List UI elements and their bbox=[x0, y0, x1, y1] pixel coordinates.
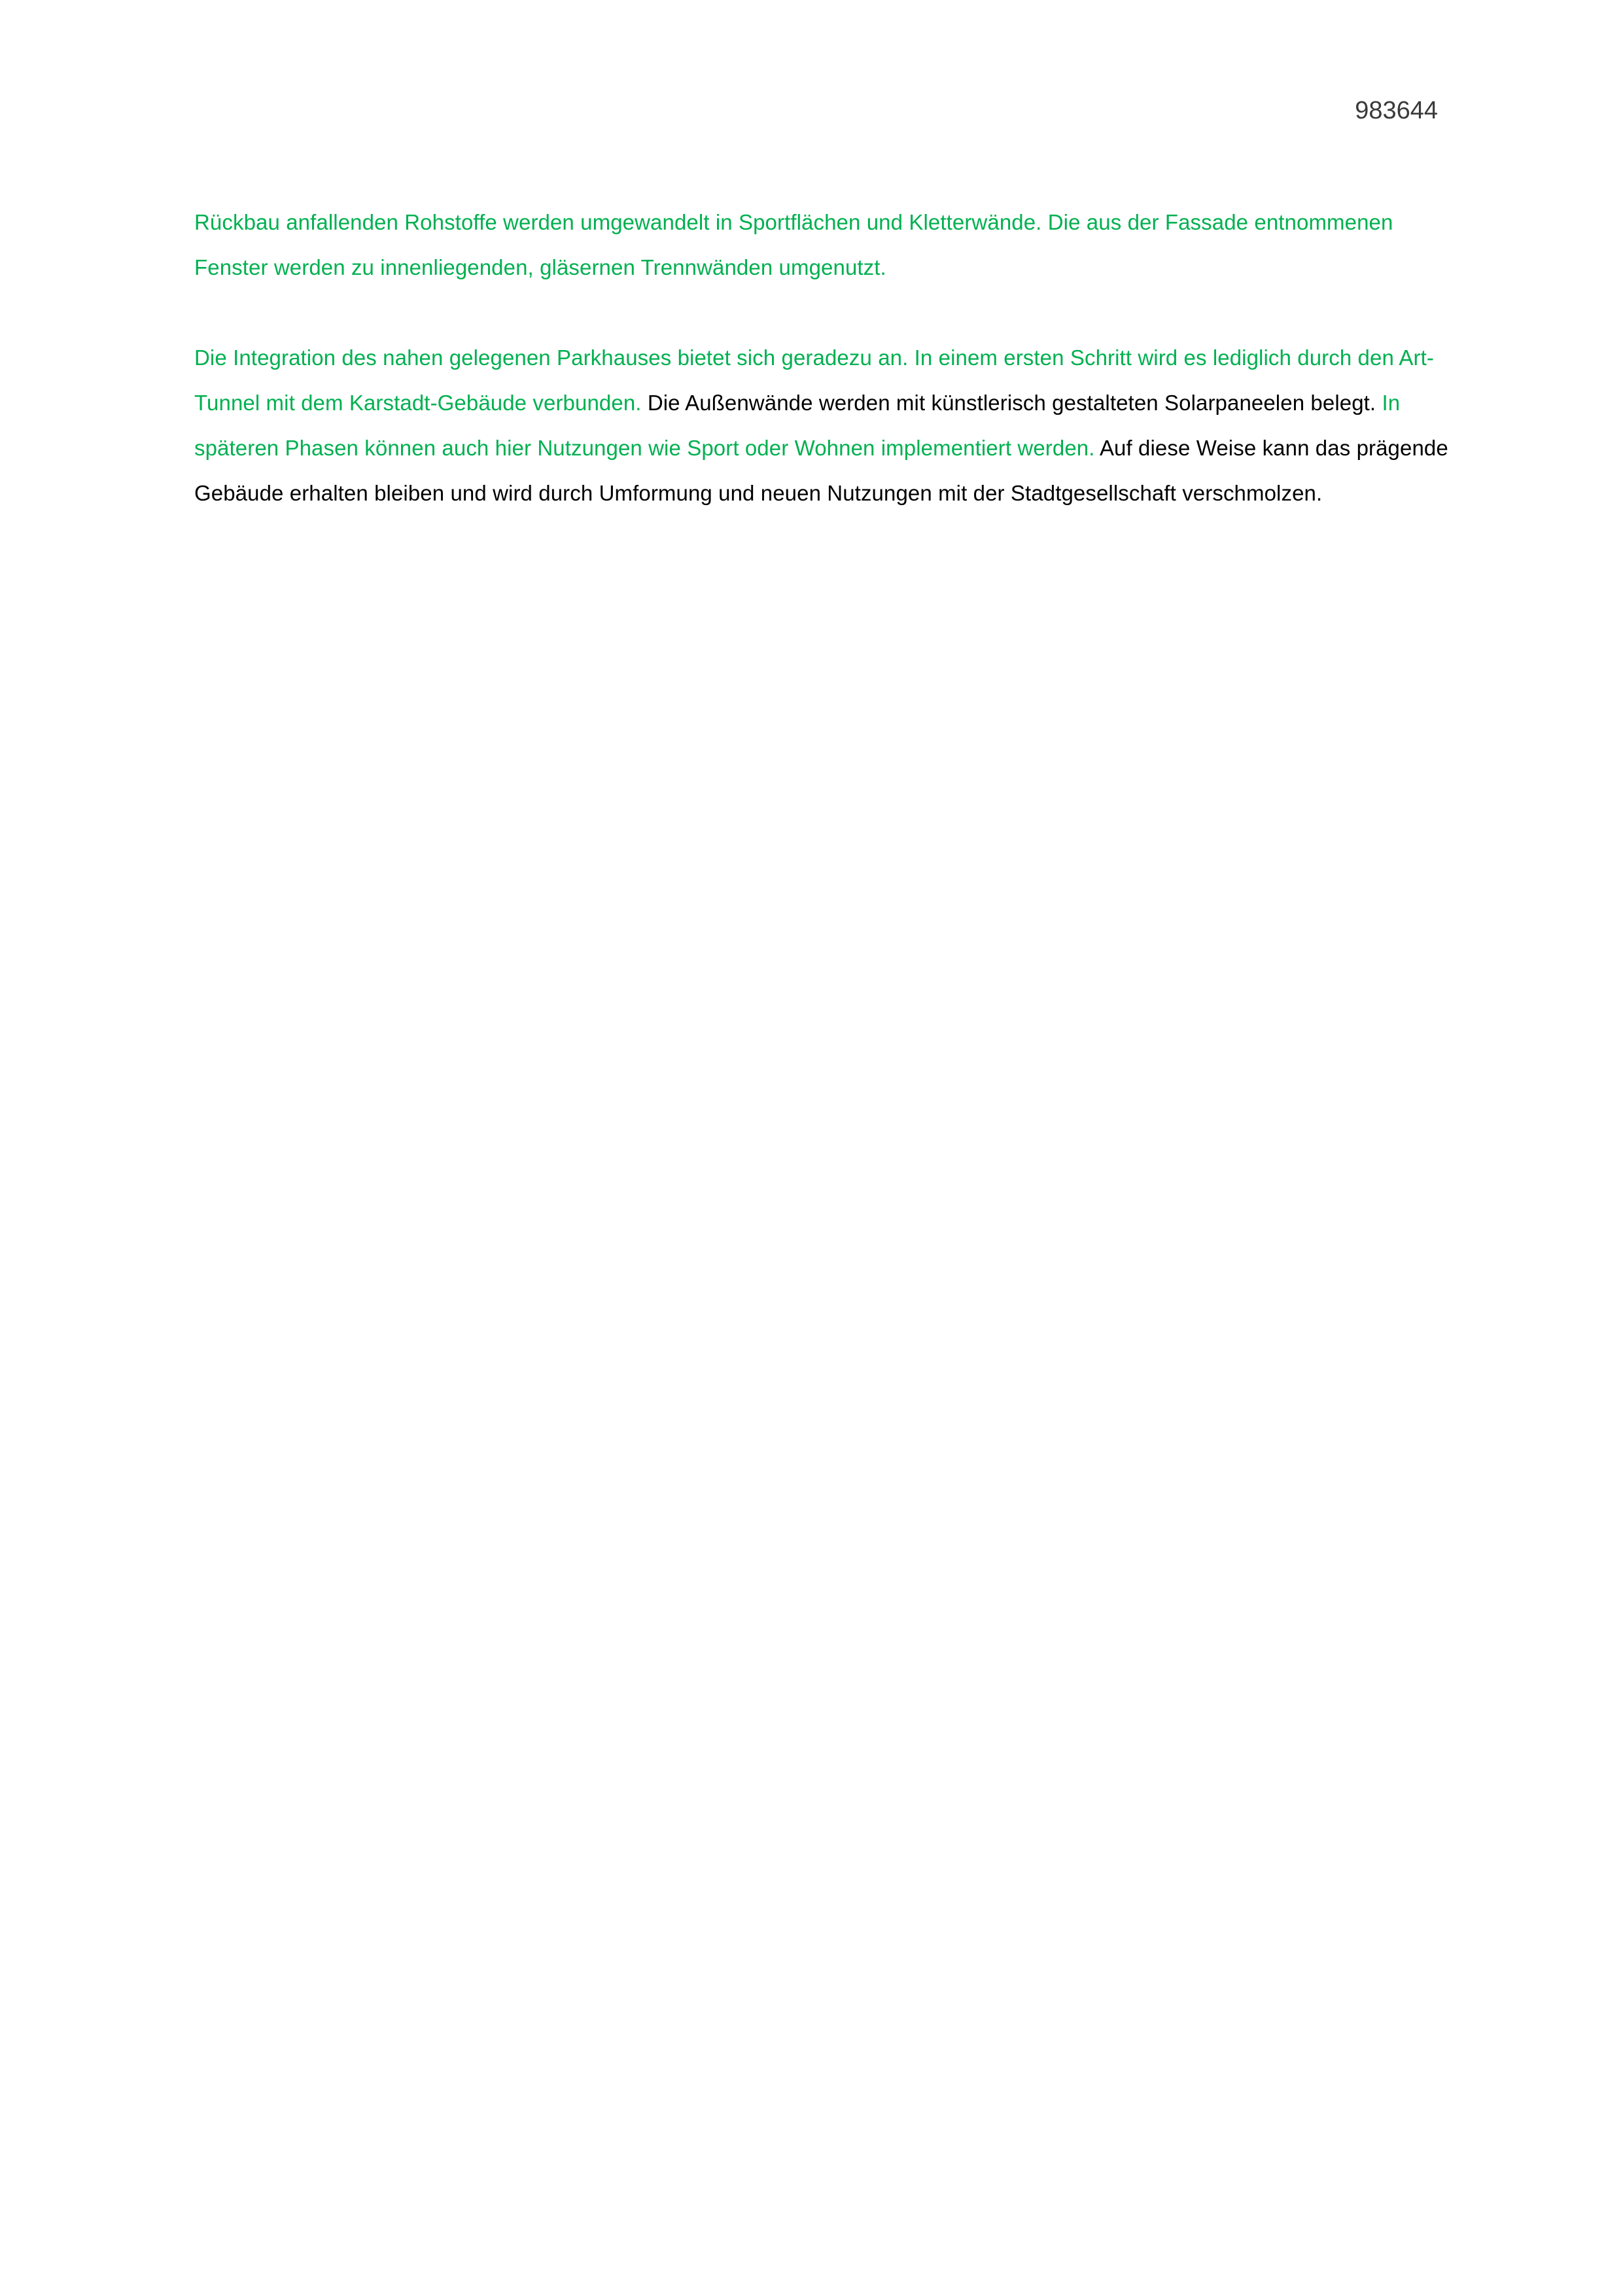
text-segment-green: Rückbau anfallenden Rohstoffe werden umgewandelt in Sportflächen und Kletterwände. Die aus der Fassade entnommenen Fenster werden zu innenliegenden, gläsernen Trennwänden umgenutzt. bbox=[194, 210, 1393, 279]
text-segment-black: Die Außenwände werden mit künstlerisch gestalteten Solarpaneelen belegt. bbox=[641, 391, 1382, 415]
paragraph-2 bbox=[194, 335, 1457, 516]
page-number: 983644 bbox=[1355, 97, 1438, 124]
document-body bbox=[194, 200, 1457, 516]
text-segment-green: Die Integration des nahen gelegenen Parkhauses bietet sich geradezu an. In einem ersten Schritt wird es lediglich durch den Art-Tunnel mit dem Karstadt-Gebäude verbunden. bbox=[194, 345, 1434, 415]
text-segment-green: In späteren Phasen können auch hier Nutzungen wie Sport oder Wohnen implementiert werden. bbox=[194, 391, 1401, 460]
paragraph-1 bbox=[194, 200, 1457, 290]
text-segment-black: Auf diese Weise kann das prägende Gebäude erhalten bleiben und wird durch Umformung und neuen Nutzungen mit der Stadtgesellschaft verschmolzen. bbox=[194, 436, 1448, 505]
